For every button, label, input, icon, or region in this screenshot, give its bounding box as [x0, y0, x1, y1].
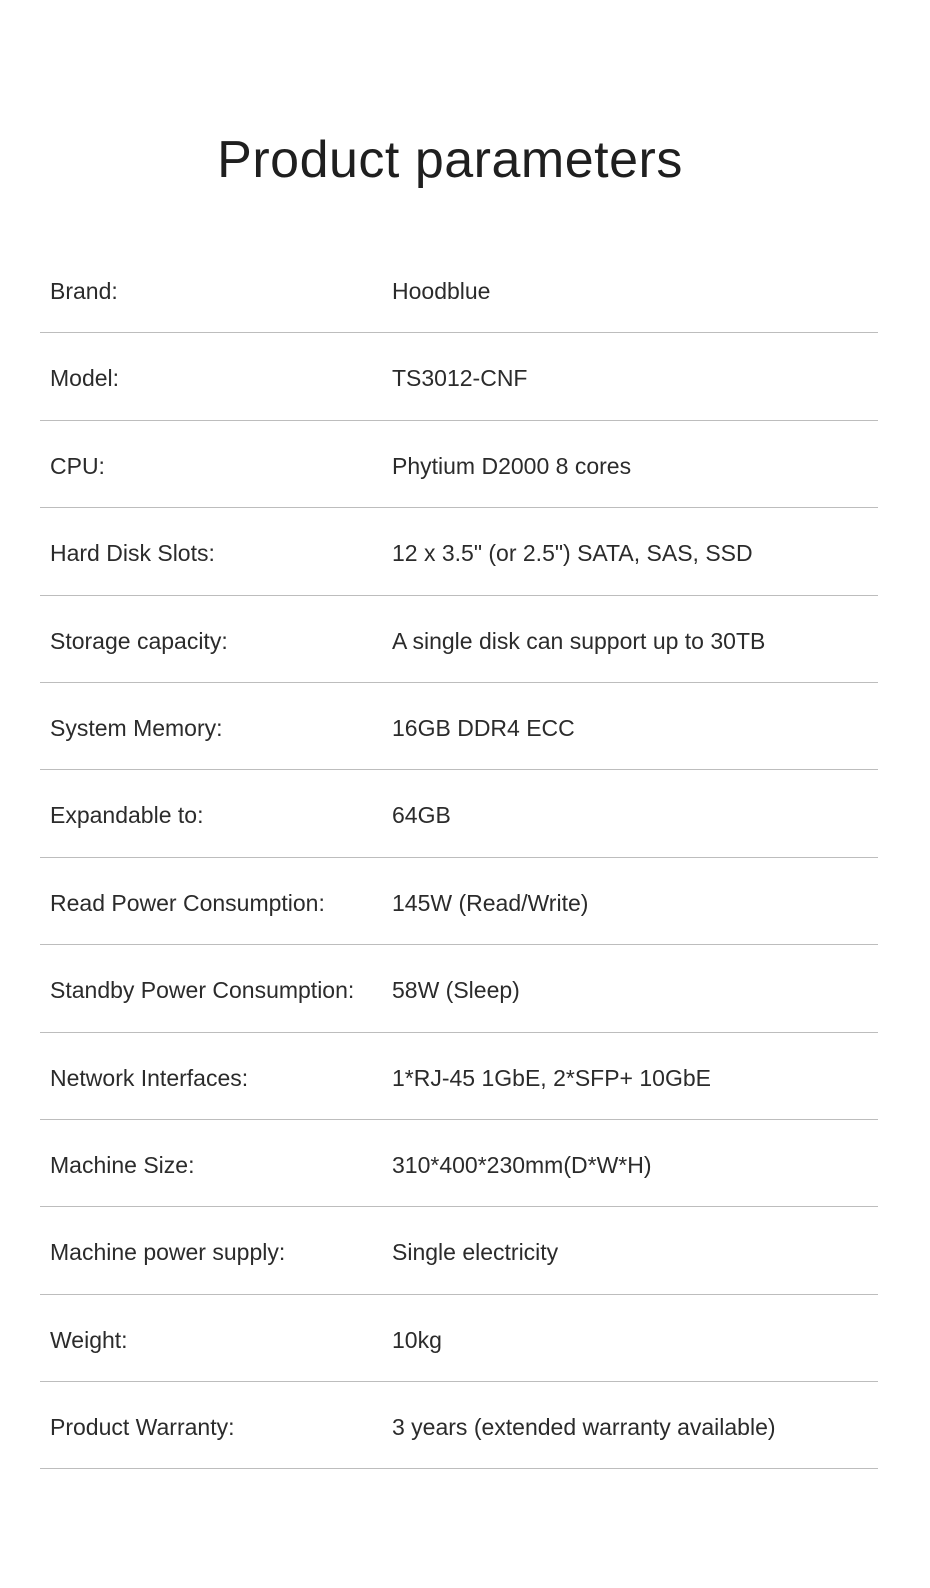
spec-label: Expandable to:: [50, 802, 204, 829]
spec-label: Hard Disk Slots:: [50, 540, 215, 567]
spec-label: Product Warranty:: [50, 1414, 235, 1441]
spec-value: 12 x 3.5" (or 2.5") SATA, SAS, SSD: [392, 540, 753, 567]
spec-value: Single electricity: [392, 1239, 559, 1266]
spec-value: 1*RJ-45 1GbE, 2*SFP+ 10GbE: [392, 1064, 711, 1091]
spec-value: 58W (Sleep): [392, 977, 520, 1004]
spec-value: Phytium D2000 8 cores: [392, 452, 632, 479]
spec-row-cpu: [40, 421, 878, 508]
spec-row-model: [40, 333, 878, 420]
spec-label: System Memory:: [50, 714, 223, 741]
spec-label: Storage capacity:: [50, 627, 228, 654]
spec-label: Machine Size:: [50, 1151, 195, 1178]
spec-row-network-interfaces: [40, 1033, 878, 1120]
spec-label: Standby Power Consumption:: [50, 977, 355, 1004]
spec-label: Read Power Consumption:: [50, 889, 325, 916]
spec-row-brand: [40, 246, 878, 333]
spec-value: 3 years (extended warranty available): [392, 1414, 776, 1441]
spec-row-weight: [40, 1295, 878, 1382]
spec-label: Brand:: [50, 278, 118, 304]
spec-value: 64GB: [392, 802, 451, 829]
spec-label: Machine power supply:: [50, 1239, 286, 1266]
spec-label: CPU:: [50, 452, 105, 479]
spec-row-storage-capacity: [40, 596, 878, 683]
spec-row-standby-power-consumption: [40, 945, 878, 1032]
page-title: Product parameters: [217, 131, 683, 189]
spec-row-machine-power-supply: [40, 1207, 878, 1294]
spec-row-product-warranty: [40, 1382, 878, 1469]
spec-value: 145W (Read/Write): [392, 889, 589, 916]
spec-label: Model:: [50, 365, 120, 392]
spec-value: TS3012-CNF: [392, 365, 528, 392]
spec-row-expandable-to: [40, 770, 878, 857]
spec-label: Weight:: [50, 1326, 128, 1353]
spec-label: Network Interfaces:: [50, 1064, 249, 1091]
spec-row-hard-disk-slots: [40, 508, 878, 595]
spec-value: 10kg: [392, 1326, 442, 1353]
spec-value: A single disk can support up to 30TB: [392, 627, 766, 654]
spec-table: [40, 246, 878, 1469]
spec-value: Hoodblue: [392, 278, 491, 304]
spec-value: 16GB DDR4 ECC: [392, 714, 575, 741]
spec-row-read-power-consumption: [40, 858, 878, 945]
spec-value: 310*400*230mm(D*W*H): [392, 1151, 652, 1178]
spec-row-machine-size: [40, 1120, 878, 1207]
spec-row-system-memory: [40, 683, 878, 770]
